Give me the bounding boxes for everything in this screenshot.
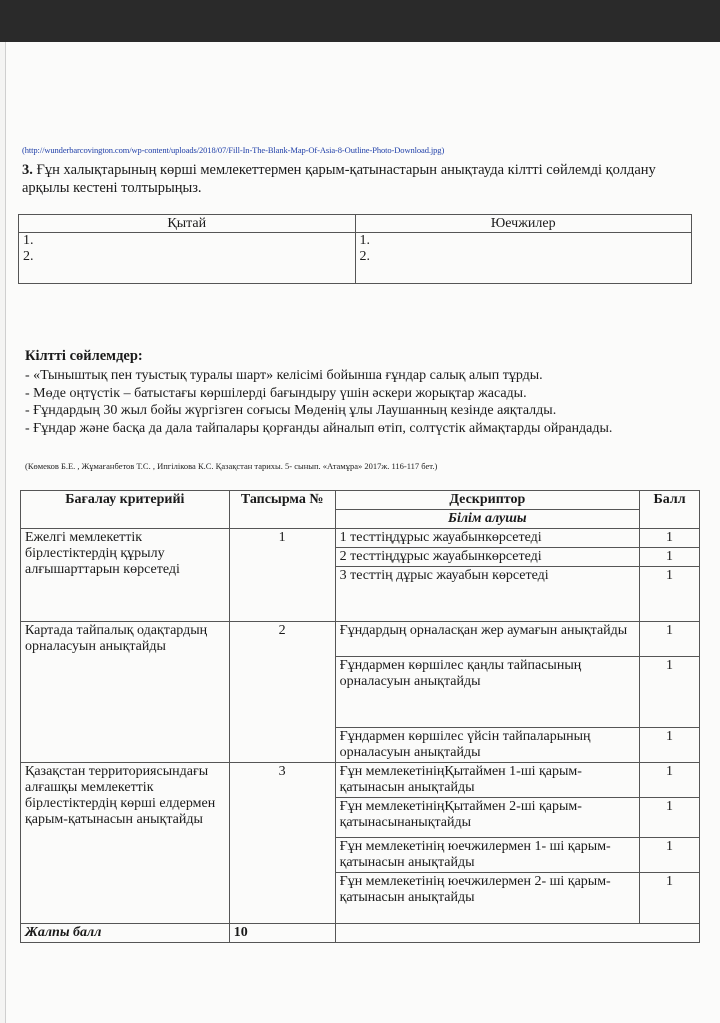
source-url[interactable]: (http://wunderbarcovington.com/wp-content/uploads/2018/07/Fill-In-The-Blank-Map-Of-Asia-8-Outline-Photo-Download.jpg) — [22, 145, 445, 155]
task-text: Ғұн халықтарының көрші мемлекеттермен қарым-қатынастарын анықтауда кілтті сөйлемді қолдану арқылы кестені толтырыңыз. — [22, 162, 656, 196]
score-cell: 1 — [640, 728, 700, 763]
answer-cell-china[interactable] — [19, 233, 356, 284]
task-instruction — [22, 161, 682, 197]
header-descriptor: Дескриптор — [335, 491, 639, 510]
score-cell: 1 — [640, 622, 700, 657]
descriptor-cell: Ғұн мемлекетініңҚытаймен 2-ші қарым-қатынасынанықтайды — [335, 798, 639, 838]
task-number-cell: 3 — [229, 763, 335, 924]
total-empty-cell — [640, 924, 700, 943]
descriptor-cell: Ғұндардың орналасқан жер аумағын анықтайды — [335, 622, 639, 657]
header-criteria: Бағалау критерийі — [21, 491, 230, 529]
assessment-table — [20, 490, 700, 943]
answer-header-china: Қытай — [19, 215, 356, 233]
criteria-cell: Қазақстан территориясындағы алғашқы мемлекеттік бірлестіктердің көрші елдермен қарым-қатынасын анықтайды — [21, 763, 230, 924]
key-sentence: - Мөде оңтүстік – батыстағы көршілерді бағындыру үшін әскери жорықтар жасады. — [25, 385, 527, 401]
criteria-cell: Картада тайпалық одақтардың орналасуын анықтайды — [21, 622, 230, 763]
answer-line-china-1: 1. — [23, 233, 34, 248]
task-number-cell: 2 — [229, 622, 335, 763]
descriptor-cell: Ғұн мемлекетінің юечжилермен 1- ші қарым-қатынасын анықтайды — [335, 838, 639, 873]
score-cell: 1 — [640, 548, 700, 567]
key-sentence: - «Тыныштық пен туыстық туралы шарт» келісімі бойынша ғұндар салық алып тұрды. — [25, 368, 543, 383]
task-number: 3. — [22, 162, 33, 178]
score-cell: 1 — [640, 529, 700, 548]
descriptor-cell: Ғұндармен көршілес үйсін тайпаларының орналасуын анықтайды — [335, 728, 639, 763]
task-number-cell: 1 — [229, 529, 335, 622]
answer-line-yuezhi-1: 1. — [359, 233, 370, 248]
total-label: Жалпы балл — [21, 924, 230, 943]
answer-line-china-2: 2. — [23, 249, 34, 264]
answer-cell-yuezhi[interactable] — [355, 233, 692, 284]
answer-header-yuezhi: Юечжилер — [355, 215, 692, 233]
key-sentence: - Ғұндар және басқа да дала тайпалары қорғанды айналып өтіп, солтүстік аймақтарды ойрандады. — [25, 420, 613, 436]
descriptor-cell: 3 тесттің дұрыс жауабын көрсетеді — [335, 567, 639, 622]
descriptor-cell: Ғұн мемлекетініңҚытаймен 1-ші қарым-қатынасын анықтайды — [335, 763, 639, 798]
total-empty-cell — [335, 924, 639, 943]
header-task-number: Тапсырма № — [229, 491, 335, 529]
header-score: Балл — [640, 491, 700, 529]
score-cell: 1 — [640, 838, 700, 873]
header-learner: Білім алушы — [335, 510, 639, 529]
descriptor-cell: Ғұндармен көршілес қаңлы тайпасының орналасуын анықтайды — [335, 657, 639, 728]
descriptor-cell: Ғұн мемлекетінің юечжилермен 2- ші қарым-қатынасын анықтайды — [335, 873, 639, 924]
answer-line-yuezhi-2: 2. — [359, 249, 370, 264]
top-dark-band — [0, 0, 720, 42]
score-cell: 1 — [640, 873, 700, 924]
score-cell: 1 — [640, 657, 700, 728]
criteria-cell: Ежелгі мемлекеттік бірлестіктердің құрылу алғышарттарын көрсетеді — [21, 529, 230, 622]
key-sentences-title: Кілтті сөйлемдер: — [25, 348, 143, 364]
key-sentence: - Ғұндардың 30 жыл бойы жүргізген соғысы Мөденің ұлы Лаушанның кезінде аяқталды. — [25, 403, 557, 418]
descriptor-cell: 1 тесттіңдұрыс жауабынкөрсетеді — [335, 529, 639, 548]
total-value: 10 — [229, 924, 335, 943]
key-sentences-list — [25, 367, 685, 437]
source-reference: (Көмеков Б.Е. , Жұмағанбетов Т.С. , Ипгілікова К.С. Қазақстан тарихы. 5- сынып. «Атамұра» 2017ж. 116-117 бет.) — [25, 461, 438, 471]
score-cell: 1 — [640, 567, 700, 622]
answer-table — [18, 214, 692, 284]
score-cell: 1 — [640, 763, 700, 798]
score-cell: 1 — [640, 798, 700, 838]
descriptor-cell: 2 тесттіңдұрыс жауабынкөрсетеді — [335, 548, 639, 567]
